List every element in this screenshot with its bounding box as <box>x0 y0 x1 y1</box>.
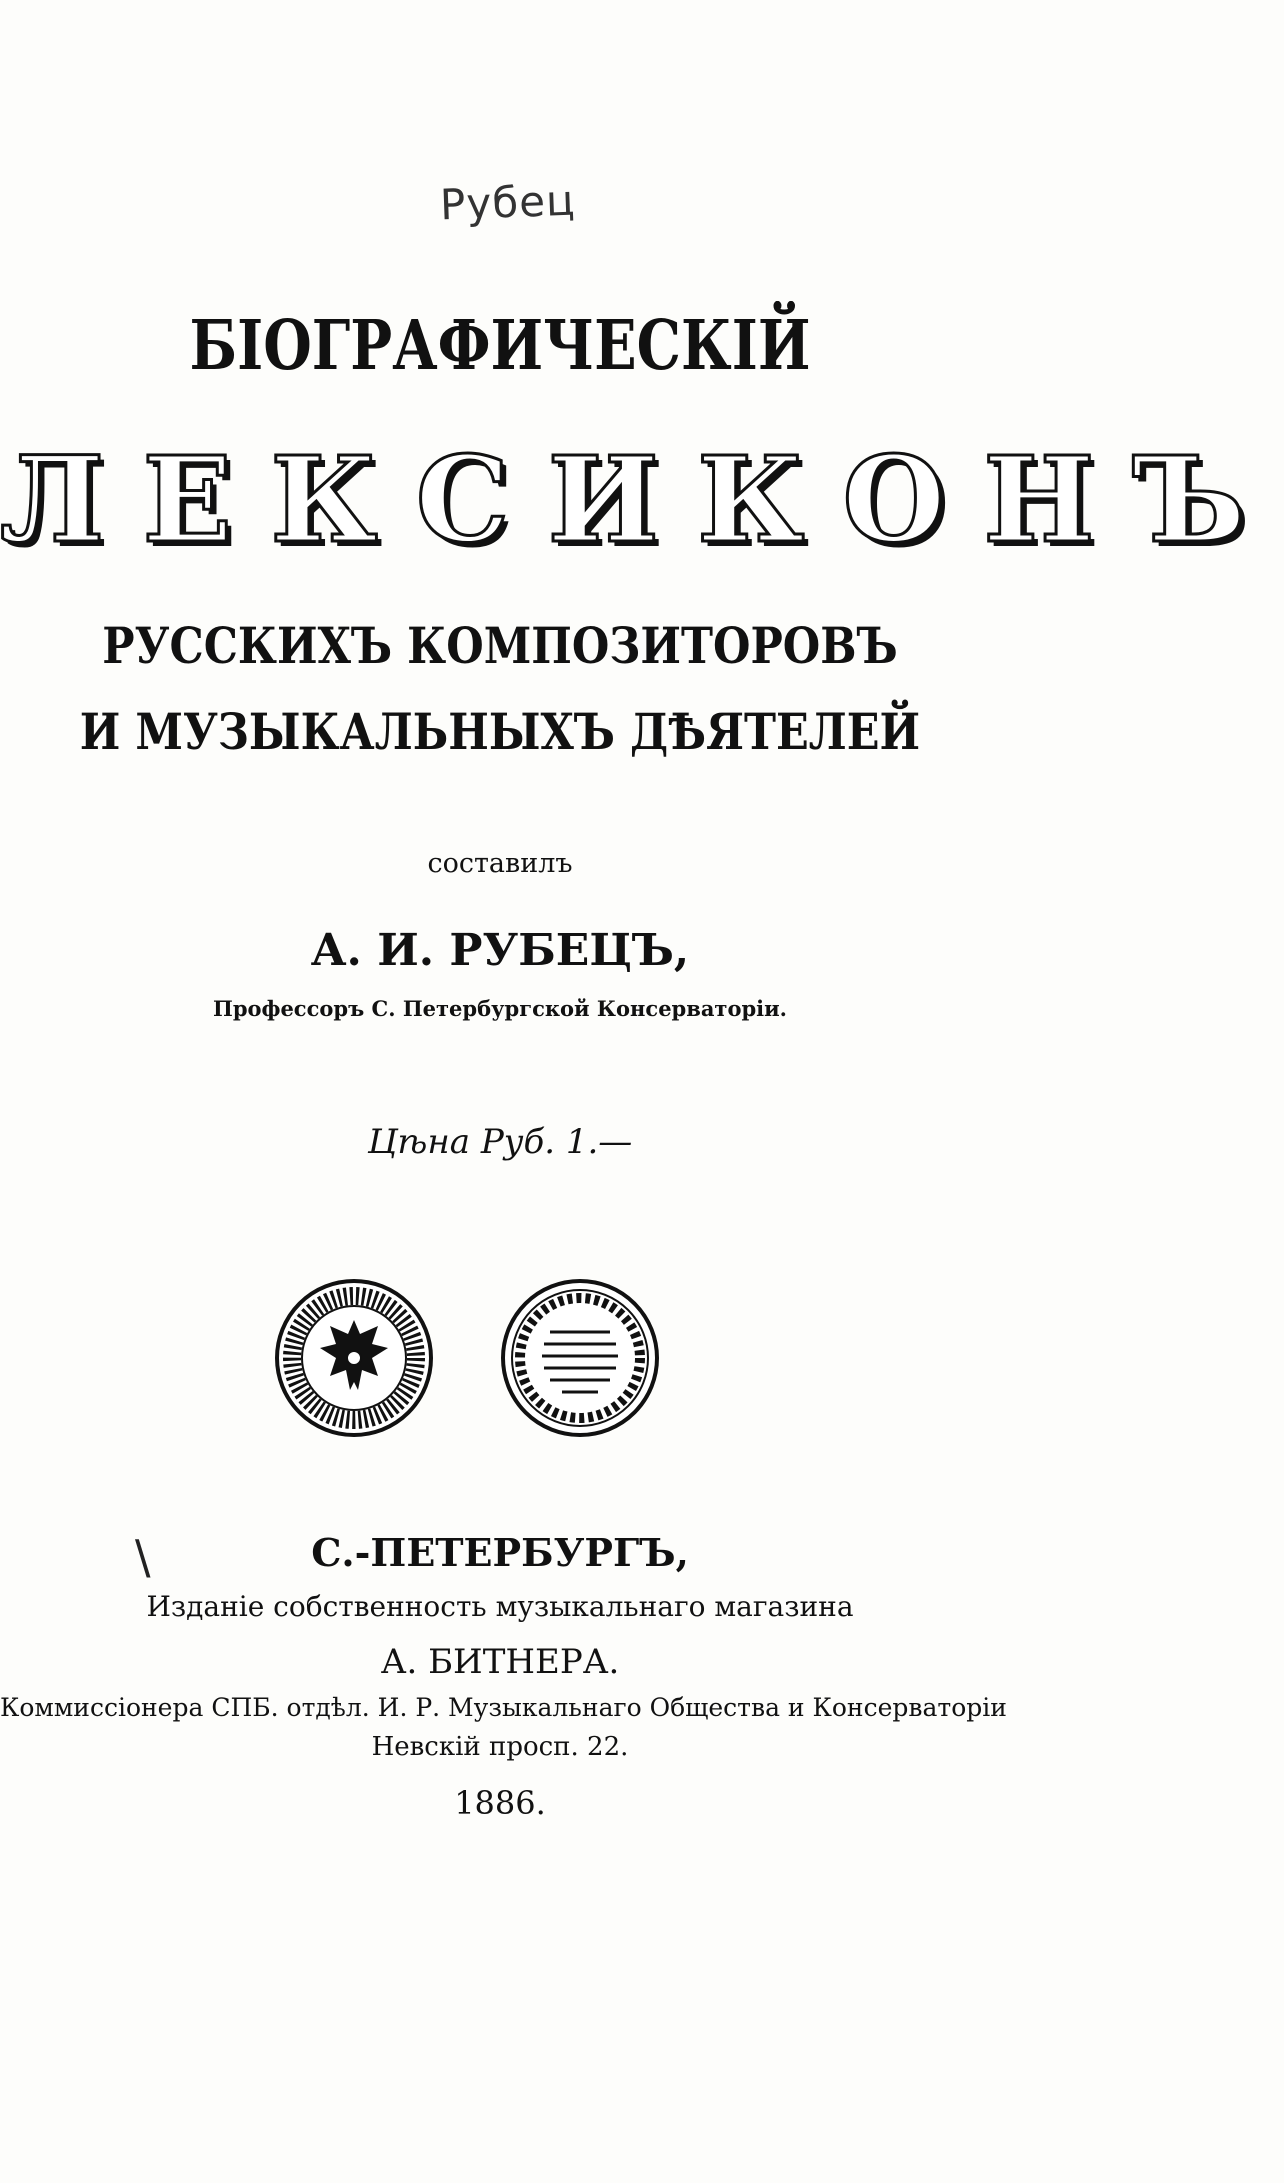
price: Цѣна Руб. 1.— <box>367 1122 633 1162</box>
title-line-2: ЛЕКСИКОНЪ <box>0 430 1284 569</box>
commission-line: Коммиссіонера СПБ. отдѣл. И. Р. Музыкальнаго Общества и Консерваторіи <box>0 1693 1007 1722</box>
imperial-eagle-seal-icon <box>274 1278 434 1438</box>
address: Невскій просп. 22. <box>371 1732 629 1762</box>
edition-line: Изданіе собственность музыкальнаго магазина <box>146 1590 854 1623</box>
subtitle-line-1: РУССКИХЪ КОМПОЗИТОРОВЪ <box>102 616 898 675</box>
handwritten-note: Рубец <box>439 175 577 230</box>
exhibition-medal-seal-icon <box>500 1278 660 1438</box>
subtitle-line-2: И МУЗЫКАЛЬНЫХЪ ДѢЯТЕЛЕЙ <box>79 702 921 761</box>
city: С.-ПЕТЕРБУРГЪ, <box>311 1530 689 1575</box>
title-line-1: БІОГРАФИЧЕСКІЙ <box>189 306 811 386</box>
handwritten-mark: \ <box>135 1530 151 1584</box>
author-title: Профессоръ С. Петербургской Консерваторіи. <box>212 996 787 1021</box>
publisher: А. БИТНЕРА. <box>380 1642 620 1682</box>
year: 1886. <box>454 1784 546 1822</box>
author-name: А. И. РУБЕЦЪ, <box>310 925 690 976</box>
compiled-by: составилъ <box>427 848 573 879</box>
